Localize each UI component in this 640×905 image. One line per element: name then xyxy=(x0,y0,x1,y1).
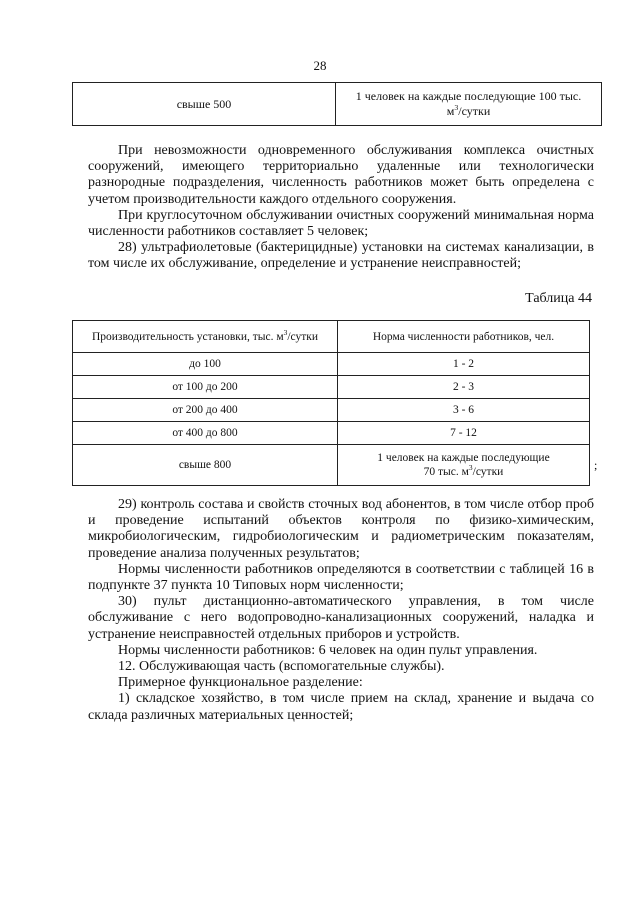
paragraph: Нормы численности работников: 6 человек на один пульт управления. xyxy=(118,642,538,658)
page-number: 28 xyxy=(313,58,327,73)
table-cell: 7 - 12 xyxy=(338,422,590,445)
unit-rest: /сутки xyxy=(458,104,491,118)
table-44 xyxy=(72,320,590,486)
paragraph: При круглосуточном обслуживании очистных сооружений минимальная норма численности работников составляет 5 человек; xyxy=(88,207,594,240)
paragraph: При невозможности одновременного обслуживания комплекса очистных сооружений, имеющего территориально удаленные или технологически разнородные подразделения, численность работников может быть определена с учетом производительности каждого отдельного сооружения. xyxy=(88,143,594,207)
table-cell: 2 - 3 xyxy=(338,376,590,399)
table-header-cell xyxy=(73,321,338,353)
table-cell: от 200 до 400 xyxy=(73,399,338,422)
table-row xyxy=(73,399,590,422)
unit-sup: 3 xyxy=(454,103,459,112)
unit-base: м xyxy=(446,104,455,118)
paragraph: 30) пульт дистанционно-автоматического управления, в том числе обслуживание с него водопроводно-канализационных сооружений, наладка и устранение неисправностей отдельных приборов и устройств. xyxy=(88,594,594,642)
table-header-row xyxy=(73,321,590,353)
table-row xyxy=(73,422,590,445)
paragraph: 28) ультрафиолетовые (бактерицидные) установки на системах канализации, в том числе их обслуживание, определение и устранение неисправностей; xyxy=(88,240,594,272)
table-row xyxy=(73,353,590,376)
paragraph: Нормы численности работников определяются в соответствии с таблицей 16 в подпункте 37 пункта 10 Типовых норм численности; xyxy=(88,561,594,594)
table-cell: от 100 до 200 xyxy=(73,376,338,399)
table-cell: свыше 500 xyxy=(73,83,336,126)
paragraph: 29) контроль состава и свойств сточных вод абонентов, в том числе отбор проб и проведение испытаний объектов контроля по физико-химическим, микробиологическим, гидробиологическим и радиометрическим показателям, проведение анализа полученных результатов; xyxy=(88,497,594,561)
table-cell: от 400 до 800 xyxy=(73,422,338,445)
table-header-cell: Норма численности работников, чел. xyxy=(338,321,590,353)
paragraph: Примерное функциональное разделение: xyxy=(118,675,363,691)
cell-text: 70 тыс. м xyxy=(423,466,469,478)
cell-text: 1 человек на каждые последующие 100 тыс. xyxy=(355,89,582,103)
header-rest: /сутки xyxy=(287,330,319,343)
unit-sup: 3 xyxy=(468,463,473,473)
table-row xyxy=(73,83,602,126)
text-block-1 xyxy=(88,143,594,273)
table-cell: до 100 xyxy=(73,353,338,376)
table-cell xyxy=(338,445,590,486)
header-sup: 3 xyxy=(283,327,288,337)
table-cell: 1 - 2 xyxy=(338,353,590,376)
table-cell: свыше 800 xyxy=(73,445,338,486)
table-row xyxy=(73,376,590,399)
cell-text: 1 человек на каждые последующие xyxy=(377,452,550,464)
top-table xyxy=(72,82,602,126)
cell-text: /сутки xyxy=(472,466,504,478)
table-cell: 3 - 6 xyxy=(338,399,590,422)
header-text: Производительность установки, тыс. м xyxy=(91,330,284,343)
text-block-2 xyxy=(88,497,594,724)
table-cell xyxy=(336,83,602,126)
paragraph: 1) складское хозяйство, в том числе прием на склад, хранение и выдача со склада различных материальных ценностей; xyxy=(88,691,594,723)
table-trailing-semicolon: ; xyxy=(594,458,598,472)
table-row xyxy=(73,445,590,486)
paragraph: 12. Обслуживающая часть (вспомогательные службы). xyxy=(118,659,445,675)
table-caption: Таблица 44 xyxy=(525,291,592,306)
